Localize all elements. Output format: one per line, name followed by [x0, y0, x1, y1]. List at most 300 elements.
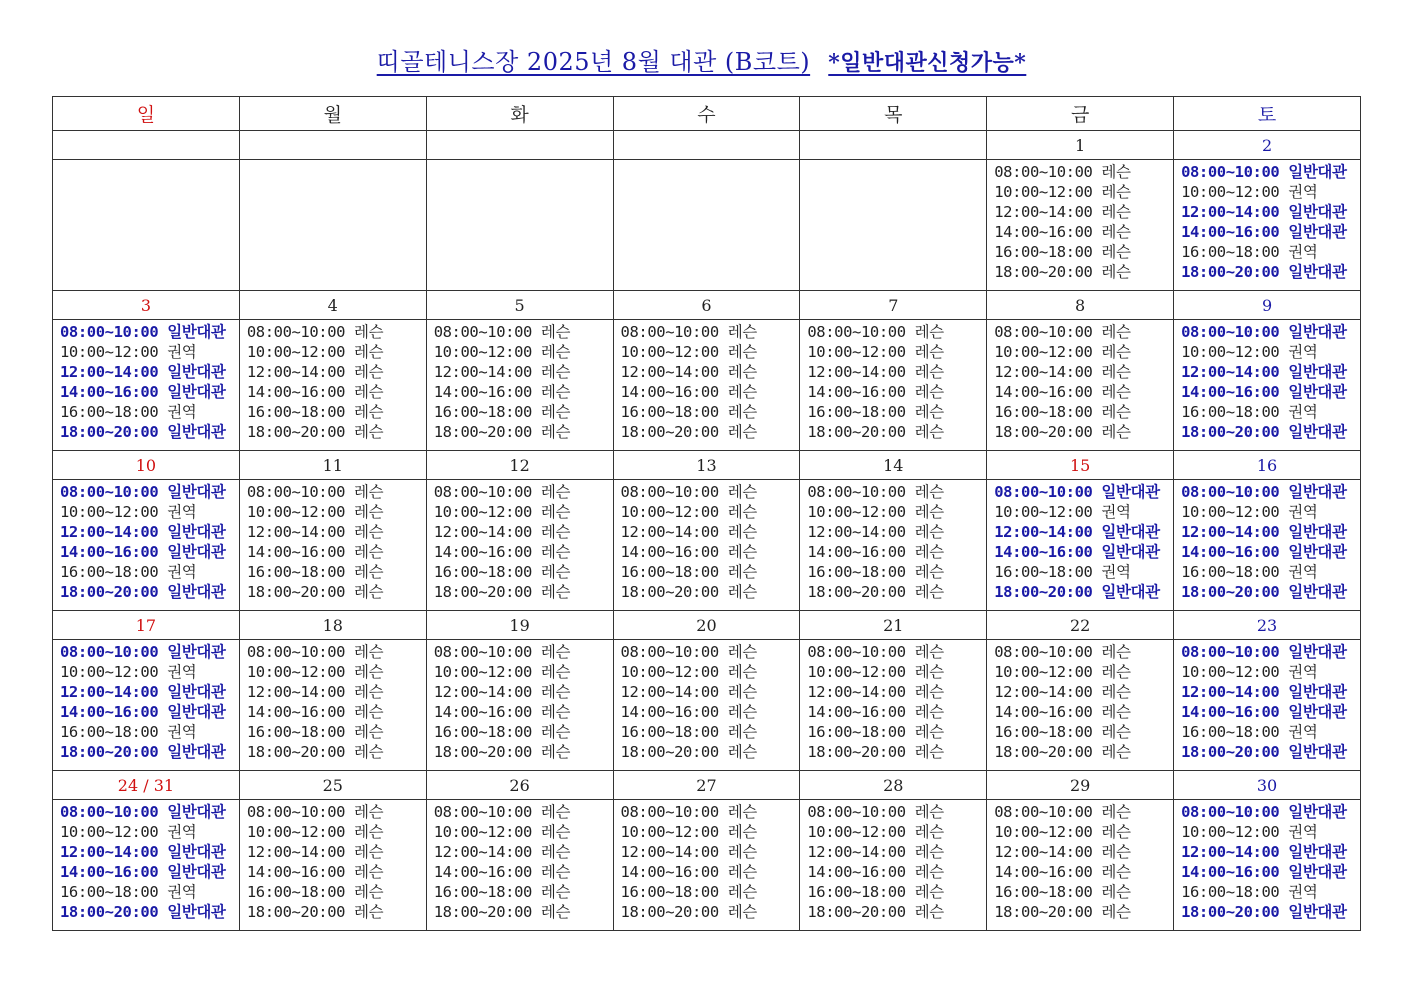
- slot-time: 16:00~18:00: [620, 883, 719, 901]
- slot-time: 10:00~12:00: [433, 343, 532, 361]
- slot-time: 18:00~20:00: [994, 263, 1093, 281]
- slot-label: 레슨: [914, 523, 944, 541]
- time-slot: [621, 322, 800, 342]
- slot-time: 16:00~18:00: [246, 563, 346, 581]
- slot-time: 16:00~18:00: [246, 403, 346, 421]
- slot-label: 레슨: [540, 343, 571, 361]
- time-slot: [994, 202, 1173, 222]
- time-slot: [807, 662, 986, 682]
- day-schedule: [239, 640, 426, 771]
- slot-time: 10:00~12:00: [620, 343, 719, 361]
- slot-label: 권역: [1288, 343, 1318, 361]
- day-number: [239, 131, 426, 160]
- day-number: [613, 131, 800, 160]
- time-slot: [60, 542, 239, 562]
- time-slot: [60, 742, 239, 762]
- slot-label: 레슨: [540, 383, 571, 401]
- slot-time: 16:00~18:00: [620, 403, 719, 421]
- slot-label: 레슨: [540, 903, 571, 921]
- slot-label: 레슨: [354, 323, 384, 341]
- slot-label: 권역: [1101, 503, 1131, 521]
- slot-label: 레슨: [540, 703, 571, 721]
- time-slot: [621, 402, 800, 422]
- time-slot: [60, 822, 239, 842]
- time-slot: [1181, 162, 1360, 182]
- time-slot: [807, 522, 986, 542]
- slot-label: 레슨: [914, 343, 944, 361]
- slot-time: 12:00~14:00: [60, 683, 159, 701]
- day-schedule: [1174, 640, 1361, 771]
- time-slot: [247, 842, 426, 862]
- slot-time: 10:00~12:00: [60, 343, 159, 361]
- slot-label: 일반대관: [167, 423, 226, 441]
- slot-label: 레슨: [727, 503, 757, 521]
- slot-time: 18:00~20:00: [60, 743, 159, 761]
- day-schedule: [613, 320, 800, 451]
- slot-time: 16:00~18:00: [1181, 403, 1280, 421]
- day-schedule: [800, 320, 987, 451]
- time-slot: [621, 422, 800, 442]
- slot-label: 일반대관: [167, 523, 226, 541]
- slot-label: 레슨: [540, 523, 571, 541]
- slot-time: 10:00~12:00: [246, 663, 346, 681]
- slot-label: 레슨: [1101, 723, 1131, 741]
- slot-time: 16:00~18:00: [807, 723, 906, 741]
- time-slot: [1181, 362, 1360, 382]
- slot-time: 10:00~12:00: [994, 503, 1093, 521]
- time-slot: [1181, 662, 1360, 682]
- time-slot: [434, 682, 613, 702]
- day-schedule: [426, 160, 613, 291]
- time-slot: [434, 582, 613, 602]
- slot-time: 14:00~16:00: [994, 223, 1093, 241]
- day-number: 21: [800, 611, 987, 640]
- slot-time: 18:00~20:00: [994, 903, 1093, 921]
- slot-time: 10:00~12:00: [620, 503, 719, 521]
- slot-time: 12:00~14:00: [994, 523, 1093, 541]
- time-slot: [807, 742, 986, 762]
- time-slot: [807, 362, 986, 382]
- slot-time: 16:00~18:00: [433, 403, 532, 421]
- slot-time: 08:00~10:00: [620, 803, 719, 821]
- slot-label: 일반대관: [167, 683, 226, 701]
- schedule-row: [53, 320, 1361, 451]
- slot-label: 레슨: [540, 583, 571, 601]
- time-slot: [434, 642, 613, 662]
- day-number: 3: [53, 291, 240, 320]
- slot-label: 권역: [1101, 563, 1131, 581]
- slot-time: 12:00~14:00: [994, 203, 1093, 221]
- slot-time: 18:00~20:00: [807, 903, 906, 921]
- slot-label: 일반대관: [167, 643, 226, 661]
- day-schedule: [426, 800, 613, 931]
- time-slot: [247, 482, 426, 502]
- date-row: [53, 451, 1361, 480]
- weekday-header: 일: [53, 97, 240, 131]
- time-slot: [1181, 682, 1360, 702]
- slot-time: 10:00~12:00: [433, 503, 532, 521]
- slot-time: 10:00~12:00: [994, 663, 1093, 681]
- time-slot: [1181, 722, 1360, 742]
- slot-time: 18:00~20:00: [246, 583, 346, 601]
- slot-time: 18:00~20:00: [246, 903, 346, 921]
- time-slot: [434, 822, 613, 842]
- time-slot: [621, 542, 800, 562]
- day-number: 24 / 31: [53, 771, 240, 800]
- slot-label: 레슨: [354, 503, 384, 521]
- slot-time: 12:00~14:00: [246, 523, 346, 541]
- slot-label: 레슨: [354, 343, 384, 361]
- slot-time: 14:00~16:00: [1181, 223, 1280, 241]
- time-slot: [807, 882, 986, 902]
- slot-time: 16:00~18:00: [994, 883, 1093, 901]
- slot-time: 10:00~12:00: [60, 823, 159, 841]
- slot-label: 일반대관: [1288, 363, 1347, 381]
- slot-label: 레슨: [914, 403, 944, 421]
- slot-label: 레슨: [354, 743, 384, 761]
- slot-time: 18:00~20:00: [807, 743, 906, 761]
- day-number: 25: [239, 771, 426, 800]
- day-number: 16: [1174, 451, 1361, 480]
- day-schedule: [53, 160, 240, 291]
- slot-time: 08:00~10:00: [994, 643, 1093, 661]
- slot-label: 권역: [1288, 183, 1318, 201]
- day-number: 23: [1174, 611, 1361, 640]
- slot-label: 레슨: [1101, 663, 1131, 681]
- time-slot: [621, 562, 800, 582]
- slot-time: 08:00~10:00: [246, 323, 346, 341]
- time-slot: [994, 422, 1173, 442]
- slot-time: 14:00~16:00: [620, 863, 719, 881]
- day-schedule: [426, 640, 613, 771]
- slot-time: 10:00~12:00: [1181, 343, 1280, 361]
- time-slot: [434, 382, 613, 402]
- time-slot: [60, 582, 239, 602]
- time-slot: [621, 722, 800, 742]
- schedule-row: [53, 800, 1361, 931]
- time-slot: [60, 362, 239, 382]
- slot-label: 일반대관: [1101, 583, 1160, 601]
- day-number: 12: [426, 451, 613, 480]
- slot-time: 18:00~20:00: [620, 583, 719, 601]
- slot-time: 08:00~10:00: [994, 163, 1093, 181]
- slot-time: 14:00~16:00: [807, 863, 906, 881]
- slot-time: 14:00~16:00: [807, 383, 906, 401]
- day-schedule: [239, 160, 426, 291]
- time-slot: [1181, 522, 1360, 542]
- time-slot: [994, 322, 1173, 342]
- day-number: [800, 131, 987, 160]
- time-slot: [621, 382, 800, 402]
- slot-label: 레슨: [354, 523, 384, 541]
- time-slot: [434, 362, 613, 382]
- slot-time: 14:00~16:00: [433, 863, 532, 881]
- slot-time: 12:00~14:00: [1181, 523, 1280, 541]
- time-slot: [247, 582, 426, 602]
- slot-time: 14:00~16:00: [994, 543, 1093, 561]
- time-slot: [994, 842, 1173, 862]
- slot-label: 레슨: [1101, 263, 1131, 281]
- day-schedule: [987, 160, 1174, 291]
- date-row: [53, 771, 1361, 800]
- slot-label: 일반대관: [167, 703, 226, 721]
- slot-time: 16:00~18:00: [994, 403, 1093, 421]
- slot-time: 14:00~16:00: [246, 863, 346, 881]
- day-number: 1: [987, 131, 1174, 160]
- time-slot: [247, 742, 426, 762]
- schedule-row: [53, 480, 1361, 611]
- time-slot: [621, 802, 800, 822]
- slot-time: 18:00~20:00: [433, 423, 532, 441]
- slot-time: 18:00~20:00: [60, 423, 159, 441]
- time-slot: [1181, 242, 1360, 262]
- day-schedule: [987, 800, 1174, 931]
- time-slot: [994, 822, 1173, 842]
- time-slot: [1181, 702, 1360, 722]
- time-slot: [60, 682, 239, 702]
- time-slot: [994, 802, 1173, 822]
- slot-label: 레슨: [540, 503, 571, 521]
- time-slot: [994, 482, 1173, 502]
- time-slot: [621, 362, 800, 382]
- slot-label: 레슨: [914, 743, 944, 761]
- time-slot: [621, 502, 800, 522]
- day-number: 29: [987, 771, 1174, 800]
- time-slot: [434, 562, 613, 582]
- time-slot: [247, 902, 426, 922]
- date-row: [53, 291, 1361, 320]
- slot-time: 12:00~14:00: [246, 683, 346, 701]
- time-slot: [994, 502, 1173, 522]
- slot-label: 레슨: [914, 483, 944, 501]
- slot-time: 10:00~12:00: [620, 663, 719, 681]
- day-schedule: [800, 480, 987, 611]
- weekday-header: 목: [800, 97, 987, 131]
- time-slot: [60, 722, 239, 742]
- time-slot: [994, 862, 1173, 882]
- slot-time: 14:00~16:00: [60, 383, 159, 401]
- time-slot: [1181, 542, 1360, 562]
- slot-label: 일반대관: [1288, 263, 1347, 281]
- day-number: 10: [53, 451, 240, 480]
- slot-time: 16:00~18:00: [433, 723, 532, 741]
- slot-time: 16:00~18:00: [994, 563, 1093, 581]
- slot-time: 08:00~10:00: [1181, 323, 1280, 341]
- slot-label: 레슨: [354, 583, 384, 601]
- slot-label: 레슨: [1101, 243, 1131, 261]
- slot-label: 레슨: [1101, 403, 1131, 421]
- slot-label: 레슨: [727, 523, 757, 541]
- day-schedule: [800, 160, 987, 291]
- time-slot: [1181, 742, 1360, 762]
- slot-time: 16:00~18:00: [807, 403, 906, 421]
- slot-label: 레슨: [1101, 683, 1131, 701]
- slot-time: 08:00~10:00: [994, 803, 1093, 821]
- slot-label: 권역: [1288, 663, 1318, 681]
- time-slot: [247, 342, 426, 362]
- slot-label: 레슨: [914, 503, 944, 521]
- slot-label: 권역: [167, 883, 197, 901]
- slot-time: 08:00~10:00: [807, 483, 906, 501]
- slot-label: 일반대관: [1288, 483, 1347, 501]
- time-slot: [807, 702, 986, 722]
- slot-label: 레슨: [540, 743, 571, 761]
- time-slot: [621, 682, 800, 702]
- calendar-table: [52, 96, 1361, 931]
- slot-label: 레슨: [1101, 203, 1131, 221]
- slot-time: 08:00~10:00: [60, 323, 159, 341]
- day-number: 15: [987, 451, 1174, 480]
- slot-label: 권역: [167, 663, 197, 681]
- day-schedule: [987, 320, 1174, 451]
- day-number: 27: [613, 771, 800, 800]
- slot-label: 레슨: [354, 683, 384, 701]
- day-schedule: [613, 480, 800, 611]
- time-slot: [1181, 642, 1360, 662]
- slot-time: 18:00~20:00: [1181, 423, 1280, 441]
- slot-label: 레슨: [1101, 883, 1131, 901]
- slot-label: 레슨: [540, 643, 571, 661]
- slot-label: 레슨: [354, 383, 384, 401]
- time-slot: [807, 402, 986, 422]
- slot-label: 레슨: [540, 883, 571, 901]
- time-slot: [807, 542, 986, 562]
- slot-label: 레슨: [727, 683, 757, 701]
- slot-time: 10:00~12:00: [433, 823, 532, 841]
- slot-label: 레슨: [727, 423, 757, 441]
- time-slot: [1181, 842, 1360, 862]
- slot-label: 레슨: [540, 823, 571, 841]
- time-slot: [807, 582, 986, 602]
- slot-time: 16:00~18:00: [60, 403, 159, 421]
- slot-time: 12:00~14:00: [60, 363, 159, 381]
- time-slot: [60, 322, 239, 342]
- slot-label: 레슨: [914, 583, 944, 601]
- slot-time: 14:00~16:00: [60, 543, 159, 561]
- time-slot: [60, 342, 239, 362]
- time-slot: [60, 702, 239, 722]
- slot-label: 레슨: [354, 803, 384, 821]
- day-schedule: [987, 640, 1174, 771]
- slot-time: 12:00~14:00: [994, 363, 1093, 381]
- slot-label: 권역: [1288, 563, 1318, 581]
- slot-label: 권역: [1288, 503, 1318, 521]
- slot-time: 12:00~14:00: [433, 363, 532, 381]
- slot-time: 08:00~10:00: [620, 643, 719, 661]
- slot-time: 10:00~12:00: [60, 503, 159, 521]
- day-schedule: [239, 320, 426, 451]
- time-slot: [807, 322, 986, 342]
- time-slot: [807, 842, 986, 862]
- slot-label: 레슨: [354, 563, 384, 581]
- slot-label: 레슨: [354, 903, 384, 921]
- slot-time: 08:00~10:00: [994, 483, 1093, 501]
- time-slot: [994, 522, 1173, 542]
- slot-label: 레슨: [727, 703, 757, 721]
- slot-time: 12:00~14:00: [620, 843, 719, 861]
- slot-label: 레슨: [354, 663, 384, 681]
- slot-time: 14:00~16:00: [246, 383, 346, 401]
- slot-time: 08:00~10:00: [620, 323, 719, 341]
- slot-time: 10:00~12:00: [246, 503, 346, 521]
- slot-label: 일반대관: [1288, 703, 1347, 721]
- slot-time: 16:00~18:00: [807, 563, 906, 581]
- slot-time: 12:00~14:00: [620, 363, 719, 381]
- slot-label: 레슨: [914, 423, 944, 441]
- time-slot: [994, 642, 1173, 662]
- slot-label: 레슨: [1101, 843, 1131, 861]
- slot-time: 14:00~16:00: [246, 543, 346, 561]
- time-slot: [807, 902, 986, 922]
- slot-time: 08:00~10:00: [433, 803, 532, 821]
- slot-label: 레슨: [354, 823, 384, 841]
- slot-time: 14:00~16:00: [433, 543, 532, 561]
- slot-label: 레슨: [727, 903, 757, 921]
- slot-label: 일반대관: [1288, 843, 1347, 861]
- time-slot: [434, 902, 613, 922]
- time-slot: [994, 342, 1173, 362]
- slot-label: 권역: [1288, 723, 1318, 741]
- day-schedule: [613, 800, 800, 931]
- time-slot: [247, 642, 426, 662]
- slot-label: 레슨: [1101, 803, 1131, 821]
- time-slot: [994, 902, 1173, 922]
- slot-time: 16:00~18:00: [1181, 243, 1280, 261]
- time-slot: [434, 722, 613, 742]
- time-slot: [807, 482, 986, 502]
- slot-label: 레슨: [354, 543, 384, 561]
- day-number: [426, 131, 613, 160]
- day-number: 26: [426, 771, 613, 800]
- slot-label: 레슨: [914, 863, 944, 881]
- slot-time: 10:00~12:00: [246, 823, 346, 841]
- slot-label: 레슨: [727, 363, 757, 381]
- time-slot: [247, 702, 426, 722]
- slot-time: 16:00~18:00: [1181, 563, 1280, 581]
- slot-time: 08:00~10:00: [246, 483, 346, 501]
- slot-label: 레슨: [540, 863, 571, 881]
- slot-label: 레슨: [540, 803, 571, 821]
- time-slot: [1181, 802, 1360, 822]
- slot-time: 10:00~12:00: [1181, 183, 1280, 201]
- time-slot: [60, 862, 239, 882]
- weekday-header: 토: [1174, 97, 1361, 131]
- day-schedule: [613, 640, 800, 771]
- slot-time: 12:00~14:00: [807, 843, 906, 861]
- slot-label: 레슨: [727, 403, 757, 421]
- time-slot: [994, 662, 1173, 682]
- slot-time: 18:00~20:00: [60, 583, 159, 601]
- time-slot: [807, 682, 986, 702]
- slot-time: 10:00~12:00: [807, 823, 906, 841]
- slot-label: 레슨: [914, 883, 944, 901]
- slot-time: 12:00~14:00: [246, 363, 346, 381]
- time-slot: [60, 382, 239, 402]
- slot-time: 18:00~20:00: [994, 743, 1093, 761]
- day-schedule: [1174, 800, 1361, 931]
- slot-label: 일반대관: [1288, 583, 1347, 601]
- slot-time: 12:00~14:00: [807, 363, 906, 381]
- time-slot: [994, 722, 1173, 742]
- slot-time: 08:00~10:00: [433, 483, 532, 501]
- slot-time: 14:00~16:00: [433, 703, 532, 721]
- slot-label: 일반대관: [167, 483, 226, 501]
- slot-label: 레슨: [540, 403, 571, 421]
- time-slot: [621, 882, 800, 902]
- slot-time: 14:00~16:00: [620, 383, 719, 401]
- time-slot: [1181, 342, 1360, 362]
- slot-time: 12:00~14:00: [60, 523, 159, 541]
